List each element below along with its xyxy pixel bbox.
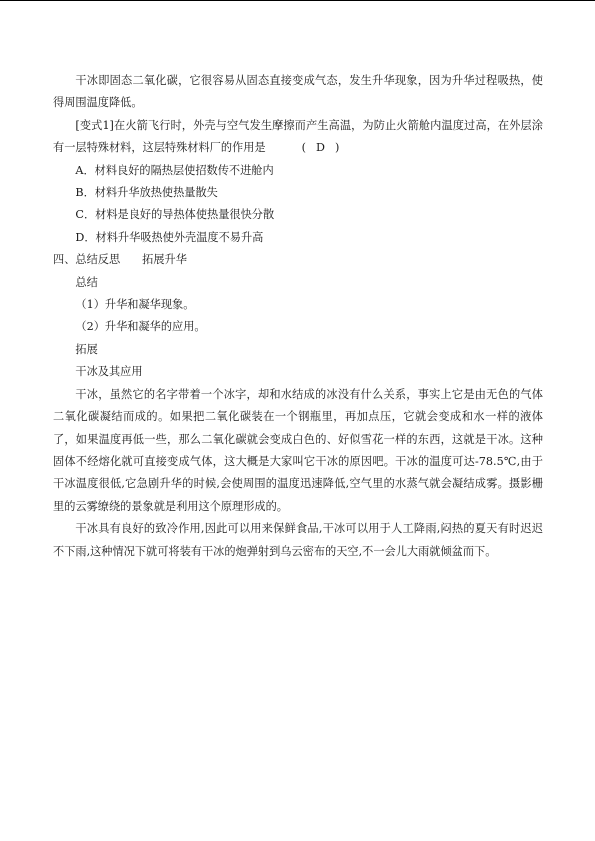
- header-rule: [0, 0, 595, 1]
- section-title: 四、总结反思: [53, 253, 121, 267]
- extension-paragraph-1: 干冰，虽然它的名字带着一个冰字，却和水结成的冰没有什么关系，事实上它是由无色的气体二氧化碳凝结而成的。如果把二氧化碳装在一个钢瓶里，再加点压，它就会变成和水一样的液体了，如果温度再低一些，那么二氧化碳就会变成白色的、好似雪花一样的东西，这就是干冰。这种固体不经熔化就可直接变成气体，这大概是大家叫它干冰的原因吧。干冰的温度可达-78.5℃,由于干冰温度很低,它急剧升华的时候,会使周围的温度迅速降低,空气里的水蒸气就会凝结成雾。摄影栅里的云雾缭绕的景象就是利用这个原理形成的。: [53, 387, 543, 513]
- extension-paragraph-2: 干冰具有良好的致冷作用,因此可以用来保鲜食品,干冰可以用于人工降雨,闷热的夏天有时迟迟不下雨,这种情况下就可将装有干冰的炮弹射到乌云密布的天空,不一会儿大雨就倾盆而下。: [53, 522, 543, 558]
- extension-label: 拓展: [75, 342, 98, 356]
- option-d: D．材料升华吸热使外壳温度不易升高: [75, 230, 264, 244]
- section-heading: [53, 249, 543, 271]
- answer-letter: D: [315, 141, 325, 155]
- variant-question-text: [变式1]在火箭飞行时，外壳与空气发生摩擦而产生高温，为防止火箭舱内温度过高，在外层涂有一层特殊材料，这层特殊材料厂的作用是: [53, 118, 543, 155]
- answer-open-paren: (: [301, 141, 306, 155]
- section-subtitle: 拓展升华: [142, 253, 187, 267]
- answer-close-paren: ): [334, 141, 340, 155]
- summary-item-2: （2）升华和凝华的应用。: [75, 320, 206, 334]
- intro-paragraph: 干冰即固态二氧化碳，它很容易从固态直接变成气态，发生升华现象，因为升华过程吸热，使得周围温度降低。: [53, 74, 543, 110]
- option-b: B．材料升华放热使热量散失: [75, 186, 218, 200]
- summary-item-1: （1）升华和凝华现象。: [75, 298, 195, 312]
- document-page: [53, 70, 543, 563]
- option-c: C．材料是良好的导热体使热量很快分散: [75, 208, 275, 222]
- option-a: A．材料良好的隔热层使招数传不进舱内: [75, 163, 274, 177]
- summary-label: 总结: [75, 275, 98, 289]
- variant-question: [53, 115, 543, 160]
- extension-title: 干冰及其应用: [75, 365, 143, 379]
